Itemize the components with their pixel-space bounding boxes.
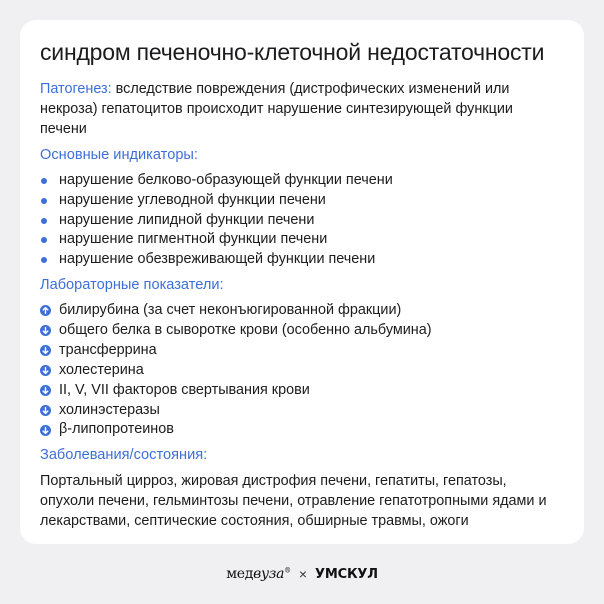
conditions-text: Портальный цирроз, жировая дистрофия печени, гепатиты, гепатозы, опухоли печени, гельминтозы печени, отравление гепатотропными ядами и лекарствами, септические состояния, обширные травмы, ожоги [40, 473, 547, 530]
list-item: трансферрина [40, 341, 562, 361]
footer-logos [0, 562, 604, 586]
arrow-down-icon [40, 385, 51, 396]
conditions-heading: Заболевания/состояния: [40, 447, 208, 464]
bullet-dot-icon [41, 178, 47, 184]
list-item: холестерина [40, 361, 562, 381]
umskul-logo: УМСКУЛ [315, 566, 378, 582]
arrow-up-icon [40, 305, 51, 316]
bullet-dot-icon [41, 257, 47, 263]
page-title: синдром печеночно-клеточной недостаточности [40, 39, 545, 65]
list-item: нарушение углеводной функции печени [40, 191, 562, 211]
list-item: нарушение пигментной функции печени [40, 230, 562, 250]
pathogenesis-paragraph [40, 79, 562, 139]
list-item: холинэстеразы [40, 401, 562, 421]
arrow-down-icon [40, 365, 51, 376]
list-item: нарушение белково-образующей функции печени [40, 171, 562, 191]
pathogenesis-label: Патогенез: [40, 81, 112, 97]
list-item: β-липопротеинов [40, 420, 562, 440]
arrow-down-icon [40, 405, 51, 416]
indicators-heading: Основные индикаторы: [40, 147, 198, 163]
bullet-dot-icon [41, 237, 47, 243]
list-item: билирубина (за счет неконъюгированной фракции) [40, 301, 562, 321]
bullet-dot-icon [41, 218, 47, 224]
lab-heading: Лабораторные показатели: [40, 276, 224, 293]
lab-list [40, 301, 562, 440]
times-icon: × [298, 566, 308, 582]
indicators-list [40, 171, 562, 270]
content-card [20, 20, 584, 544]
arrow-down-icon [40, 345, 51, 356]
pathogenesis-text: вследствие повреждения (дистрофических изменений или некроза) гепатоцитов происходит нарушение синтезирующей функции печени [40, 81, 513, 137]
list-item: общего белка в сыворотке крови (особенно альбумина) [40, 321, 562, 341]
list-item: нарушение обезвреживающей функции печени [40, 250, 562, 270]
list-item: II, V, VII факторов свертывания крови [40, 381, 562, 401]
arrow-down-icon [40, 425, 51, 436]
medvuza-logo: медвуза® [226, 566, 291, 582]
list-item: нарушение липидной функции печени [40, 211, 562, 231]
arrow-down-icon [40, 325, 51, 336]
bullet-dot-icon [41, 198, 47, 204]
